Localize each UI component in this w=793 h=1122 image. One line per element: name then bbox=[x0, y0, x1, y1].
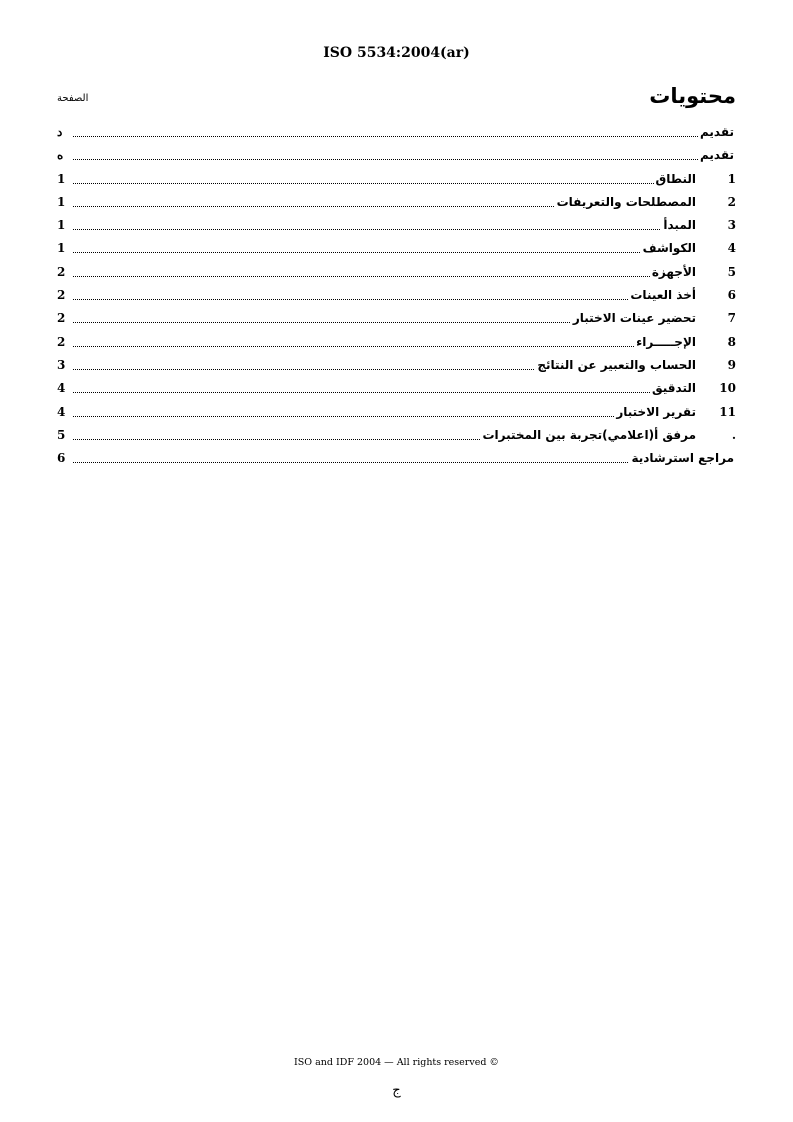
toc-page-number: 4 bbox=[57, 381, 66, 396]
toc-entry[interactable] bbox=[57, 308, 736, 331]
dot-leader bbox=[73, 159, 734, 160]
toc-entry-title: تقديم bbox=[700, 148, 734, 163]
toc-entry-title: تقديم bbox=[700, 125, 734, 139]
toc-entry[interactable] bbox=[57, 122, 736, 145]
toc-entry-title: الكواشف bbox=[642, 241, 696, 256]
toc-page-number: 2 bbox=[57, 334, 66, 349]
toc-page-number: 1 bbox=[57, 218, 66, 233]
toc-entry-title: الإجـــــراء bbox=[636, 334, 696, 349]
toc-entry-title: المصطلحات والتعريفات bbox=[556, 194, 696, 209]
toc-entry[interactable] bbox=[57, 332, 736, 355]
document-header: ISO 5534:2004(ar) bbox=[323, 45, 470, 61]
toc-section-number: 5 bbox=[727, 264, 736, 279]
toc-entry[interactable] bbox=[57, 169, 736, 192]
toc-entry-title: تحضير عينات الاختبار bbox=[572, 311, 696, 326]
toc-page-number: 4 bbox=[57, 404, 66, 419]
toc-section-number: 10 bbox=[719, 381, 736, 396]
dot-leader bbox=[73, 183, 696, 184]
toc-entry-title: الحساب والتعبير عن النتائج bbox=[537, 357, 696, 372]
toc-page-number: 2 bbox=[57, 288, 66, 303]
dot-leader bbox=[73, 299, 696, 300]
toc-entry-title: مراجع استرشادية bbox=[631, 451, 734, 466]
toc-section-number: . bbox=[731, 427, 736, 442]
toc-entry-title: الأجهزة bbox=[651, 264, 696, 279]
toc-section-number: 3 bbox=[727, 218, 736, 233]
toc-page-number: 2 bbox=[57, 264, 66, 279]
toc-page-number: 1 bbox=[57, 194, 66, 209]
toc-section-number: 6 bbox=[727, 288, 736, 303]
toc-page-number: د bbox=[57, 125, 63, 139]
toc-entry-title: النطاق bbox=[655, 171, 696, 186]
toc-entry[interactable] bbox=[57, 425, 736, 448]
toc-entry-title: تقرير الاختبار bbox=[616, 404, 696, 419]
toc-entry[interactable] bbox=[57, 192, 736, 215]
toc-entry-title: مرفق أ(اعلامي)تجربة بين المختبرات bbox=[482, 427, 696, 442]
toc-title: محتويات bbox=[649, 84, 736, 108]
toc-entry-title: التدقيق bbox=[651, 381, 696, 396]
toc-section-number: 9 bbox=[727, 357, 736, 372]
dot-leader bbox=[73, 229, 696, 230]
dot-leader bbox=[73, 252, 696, 253]
toc-page-number: 5 bbox=[57, 427, 66, 442]
toc-page-number: 2 bbox=[57, 311, 66, 326]
dot-leader bbox=[73, 392, 696, 393]
toc-page-number: ه bbox=[57, 148, 64, 163]
toc-page-number: 3 bbox=[57, 357, 66, 372]
page-column-label: الصفحة bbox=[57, 93, 89, 104]
copyright-notice: ISO and IDF 2004 — All rights reserved © bbox=[294, 1057, 499, 1068]
table-of-contents bbox=[57, 122, 736, 471]
toc-entry-title: أخذ العينات bbox=[630, 288, 696, 303]
page-number: ج bbox=[392, 1083, 401, 1098]
toc-section-number: 7 bbox=[727, 311, 736, 326]
toc-page-number: 6 bbox=[57, 451, 66, 466]
toc-entry[interactable] bbox=[57, 145, 736, 168]
toc-section-number: 2 bbox=[727, 194, 736, 209]
toc-page-number: 1 bbox=[57, 241, 66, 256]
toc-entry[interactable] bbox=[57, 355, 736, 378]
toc-section-number: 8 bbox=[727, 334, 736, 349]
toc-section-number: 4 bbox=[727, 241, 736, 256]
toc-entry[interactable] bbox=[57, 402, 736, 425]
toc-entry-title: المبدأ bbox=[663, 218, 696, 233]
dot-leader bbox=[73, 416, 696, 417]
toc-entry[interactable] bbox=[57, 262, 736, 285]
toc-entry[interactable] bbox=[57, 238, 736, 261]
toc-entry[interactable] bbox=[57, 285, 736, 308]
dot-leader bbox=[73, 346, 696, 347]
toc-entry[interactable] bbox=[57, 378, 736, 401]
toc-entry[interactable] bbox=[57, 448, 736, 471]
toc-page-number: 1 bbox=[57, 171, 66, 186]
toc-section-number: 1 bbox=[727, 171, 736, 186]
toc-section-number: 11 bbox=[719, 404, 736, 419]
toc-entry[interactable] bbox=[57, 215, 736, 238]
dot-leader bbox=[73, 276, 696, 277]
dot-leader bbox=[73, 136, 734, 137]
